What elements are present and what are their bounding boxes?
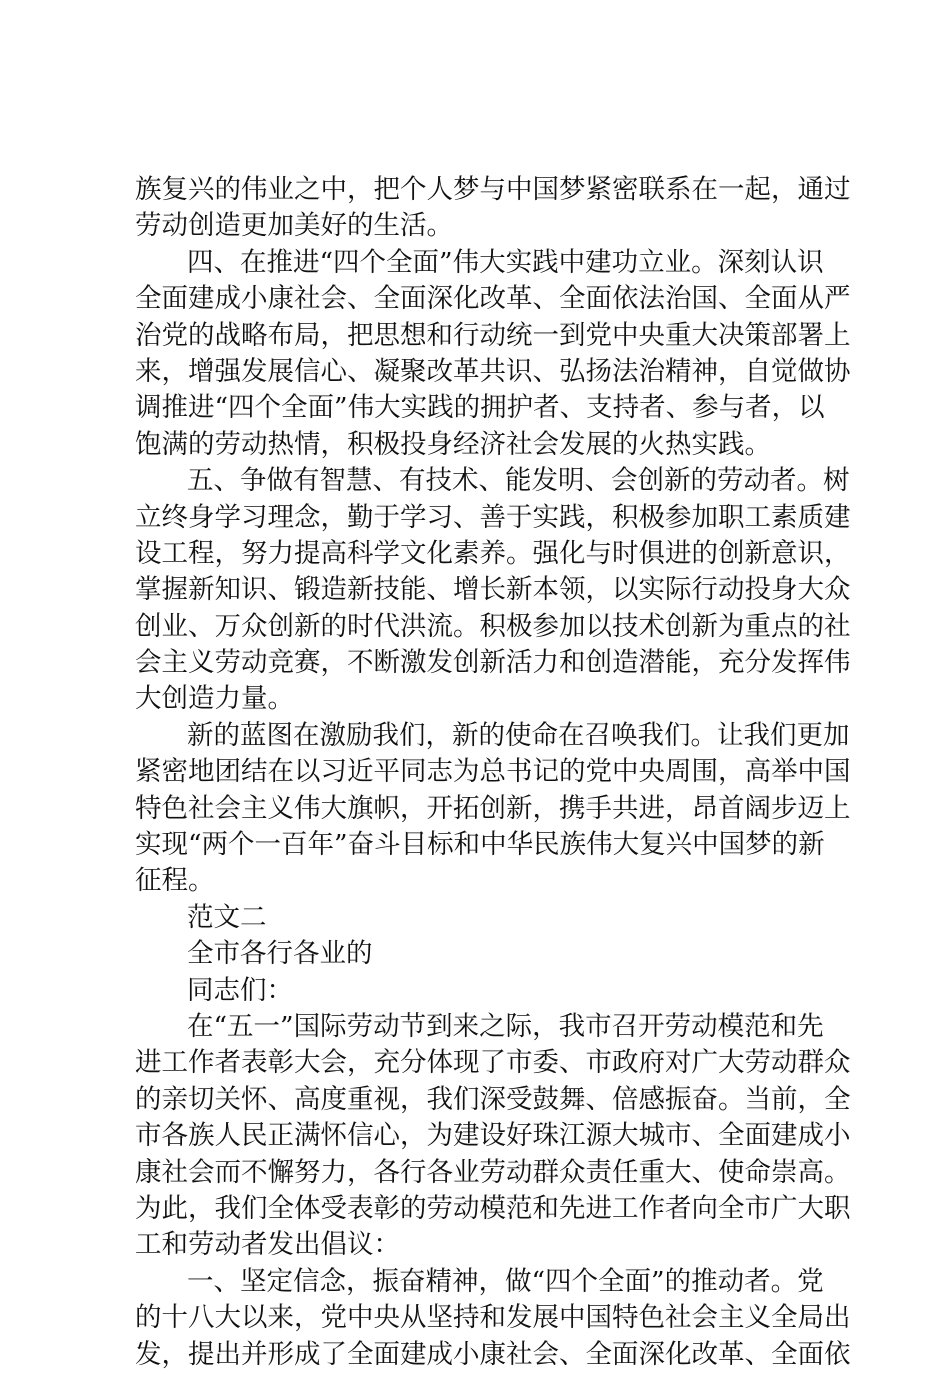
text-line: 市各族人民正满怀信心，为建设好珠江源大城市、全面建成小: [135, 1120, 851, 1152]
text-line: 设工程，努力提高科学文化素养。强化与时俱进的创新意识，: [135, 537, 851, 569]
text-line: 立终身学习理念，勤于学习、善于实践，积极参加职工素质建: [135, 501, 851, 533]
text-line: 同志们：: [187, 974, 293, 1006]
document-body: [135, 172, 851, 1373]
text-line: 一、坚定信念，振奋精神，做“四个全面”的推动者。党: [187, 1265, 824, 1297]
text-line: 康社会而不懈努力，各行各业劳动群众责任重大、使命崇高。: [135, 1156, 851, 1188]
text-line: 进工作者表彰大会，充分体现了市委、市政府对广大劳动群众: [135, 1047, 851, 1079]
text-line: 工和劳动者发出倡议：: [135, 1229, 400, 1261]
text-line: 征程。: [135, 865, 215, 897]
text-line: 四、在推进“四个全面”伟大实践中建功立业。深刻认识: [187, 246, 824, 278]
text-line: 五、争做有智慧、有技术、能发明、会创新的劳动者。树: [187, 465, 850, 497]
text-line: 的十八大以来，党中央从坚持和发展中国特色社会主义全局出: [135, 1302, 851, 1334]
text-line: 大创造力量。: [135, 683, 294, 715]
text-line: 全市各行各业的: [187, 938, 373, 970]
text-line: 特色社会主义伟大旗帜，开拓创新，携手共进，昂首阔步迈上: [135, 792, 851, 824]
text-line: 紧密地团结在以习近平同志为总书记的党中央周围，高举中国: [135, 756, 851, 788]
text-line: 治党的战略布局，把思想和行动统一到党中央重大决策部署上: [135, 319, 851, 351]
text-line: 范文二: [187, 901, 267, 933]
text-line: 为此，我们全体受表彰的劳动模范和先进工作者向全市广大职: [135, 1192, 851, 1224]
text-line: 会主义劳动竞赛，不断激发创新活力和创造潜能，充分发挥伟: [135, 647, 851, 679]
text-line: 来，增强发展信心、凝聚改革共识、弘扬法治精神，自觉做协: [135, 355, 851, 387]
text-line: 饱满的劳动热情，积极投身经济社会发展的火热实践。: [135, 428, 771, 460]
text-line: 全面建成小康社会、全面深化改革、全面依法治国、全面从严: [135, 283, 851, 315]
text-line: 发，提出并形成了全面建成小康社会、全面深化改革、全面依: [135, 1338, 851, 1370]
text-line: 劳动创造更加美好的生活。: [135, 210, 453, 242]
text-line: 新的蓝图在激励我们，新的使命在召唤我们。让我们更加: [187, 719, 850, 751]
text-line: 的亲切关怀、高度重视，我们深受鼓舞、倍感振奋。当前，全: [135, 1083, 851, 1115]
text-line: 调推进“四个全面”伟大实践的拥护者、支持者、参与者，以: [135, 392, 825, 424]
text-line: 在“五一”国际劳动节到来之际，我市召开劳动模范和先: [187, 1010, 824, 1042]
text-line: 创业、万众创新的时代洪流。积极参加以技术创新为重点的社: [135, 610, 851, 642]
text-line: 族复兴的伟业之中，把个人梦与中国梦紧密联系在一起，通过: [135, 174, 851, 205]
text-line: 实现“两个一百年”奋斗目标和中华民族伟大复兴中国梦的新: [135, 829, 825, 861]
text-line: 掌握新知识、锻造新技能、增长新本领，以实际行动投身大众: [135, 574, 851, 606]
